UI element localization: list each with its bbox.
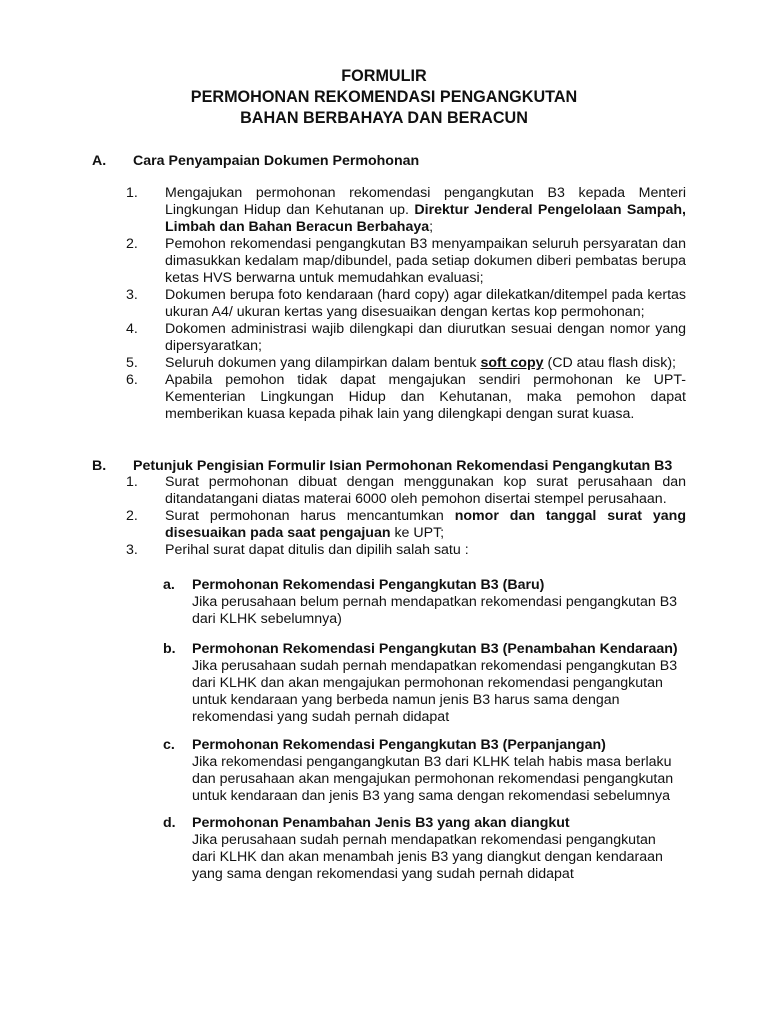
list-item <box>126 236 686 287</box>
section-b-heading <box>92 458 672 475</box>
item-text: Dokumen berupa foto kendaraan (hard copy) agar dilekatkan/ditempel pada kertas ukuran A4/ ukuran kertas yang disesuaikan dengan kertas kop permohonan; <box>165 287 686 320</box>
option-line: dari KLHK dan akan menambah jenis B3 yang diangkut dengan kendaraan <box>192 849 663 865</box>
option-line: Jika perusahaan belum pernah mendapatkan rekomendasi pengangkutan B3 <box>192 594 678 610</box>
option-letter: c. <box>163 737 175 753</box>
option-letter: b. <box>163 641 176 657</box>
option-heading: Permohonan Rekomendasi Pengangkutan B3 (Penambahan Kendaraan) <box>192 641 678 657</box>
option-line: dari KLHK sebelumnya) <box>192 611 342 627</box>
list-item <box>126 542 686 559</box>
section-a-heading <box>92 153 419 170</box>
section-b-list <box>126 474 686 559</box>
item-text-end: ke UPT; <box>390 525 445 541</box>
list-item <box>126 287 686 321</box>
item-text: Mengajukan permohonan rekomendasi pengangkutan B3 kepada Menteri Lingkungan Hidup dan Kehutanan up. <box>165 185 686 218</box>
section-b-letter: B. <box>92 458 107 474</box>
list-item <box>126 508 686 542</box>
item-number: 2. <box>126 508 138 524</box>
option-line: untuk kendaraan yang berbeda namun jenis B3 harus sama dengan <box>192 692 620 708</box>
option-line: Jika perusahaan sudah pernah mendapatkan rekomendasi pengangkutan <box>192 832 656 848</box>
option-c <box>163 737 723 805</box>
option-line: rekomendasi yang sudah pernah didapat <box>192 709 450 725</box>
item-text: Dokomen administrasi wajib dilengkapi dan diurutkan sesuai dengan nomor yang dipersyaratkan; <box>165 321 686 354</box>
item-number: 1. <box>126 185 138 201</box>
option-heading: Permohonan Rekomendasi Pengangkutan B3 (Perpanjangan) <box>192 737 606 753</box>
option-line: untuk kendaraan dan jenis B3 yang sama dengan rekomendasi sebelumnya <box>192 788 670 804</box>
title-line-2: PERMOHONAN REKOMENDASI PENGANGKUTAN <box>190 88 578 106</box>
option-heading: Permohonan Rekomendasi Pengangkutan B3 (Baru) <box>192 577 545 593</box>
item-number: 3. <box>126 287 138 303</box>
item-text-end: ; <box>429 219 434 235</box>
option-letter: d. <box>163 815 176 831</box>
list-item <box>126 321 686 355</box>
option-line: dan perusahaan akan mengajukan permohonan rekomendasi pengangkutan <box>192 771 674 787</box>
option-line: yang sama dengan rekomendasi yang sudah pernah didapat <box>192 866 574 882</box>
title-line-1: FORMULIR <box>341 67 427 85</box>
section-a-letter: A. <box>92 153 107 169</box>
option-a <box>163 577 723 628</box>
list-item <box>126 372 686 423</box>
item-bold-text: Direktur Jenderal Pengelolaan Sampah, Limbah dan Bahan Beracun Berbahaya <box>165 202 686 235</box>
item-bold-text: soft copy <box>480 355 544 371</box>
option-letter: a. <box>163 577 175 593</box>
document-title <box>0 66 768 129</box>
item-text-end: (CD atau flash disk); <box>543 355 676 371</box>
item-text: Seluruh dokumen yang dilampirkan dalam bentuk <box>165 355 481 371</box>
option-b <box>163 641 723 726</box>
item-bold-text: nomor dan tanggal surat yang disesuaikan pada saat pengajuan <box>165 508 686 541</box>
option-line: Jika perusahaan sudah pernah mendapatkan rekomendasi pengangkutan B3 <box>192 658 678 674</box>
option-line: dari KLHK dan akan mengajukan permohonan rekomendasi pengangkutan <box>192 675 663 691</box>
item-number: 4. <box>126 321 138 337</box>
list-item <box>126 355 686 372</box>
list-item <box>126 185 686 236</box>
section-a-title: Cara Penyampaian Dokumen Permohonan <box>133 153 420 169</box>
item-text: Perihal surat dapat ditulis dan dipilih salah satu : <box>165 542 469 558</box>
section-b-title: Petunjuk Pengisian Formulir Isian Permohonan Rekomendasi Pengangkutan B3 <box>133 458 673 474</box>
item-text: Surat permohonan dibuat dengan menggunakan kop surat perusahaan dan ditandatangani diatas materai 6000 oleh pemohon disertai stempel perusahaan. <box>165 474 686 507</box>
item-number: 1. <box>126 474 138 490</box>
list-item <box>126 474 686 508</box>
item-text: Apabila pemohon tidak dapat mengajukan sendiri permohonan ke UPT- Kementerian Lingkungan Hidup dan Kehutanan, maka pemohon dapat memberikan kuasa kepada pihak lain yang dilengkapi dengan surat kuasa. <box>165 372 686 422</box>
option-line: Jika rekomendasi pengangangkutan B3 dari KLHK telah habis masa berlaku <box>192 754 672 770</box>
section-a-list <box>126 185 686 423</box>
item-text: Surat permohonan harus mencantumkan <box>165 508 455 524</box>
title-line-3: BAHAN BERBAHAYA DAN BERACUN <box>240 109 528 127</box>
option-d <box>163 815 723 883</box>
item-text: Pemohon rekomendasi pengangkutan B3 menyampaikan seluruh persyaratan dan dimasukkan kedalam map/dibundel, pada setiap dokumen diberi pembatas berupa ketas HVS berwarna untuk memudahkan evaluasi; <box>165 236 686 286</box>
item-number: 5. <box>126 355 138 371</box>
item-number: 2. <box>126 236 138 252</box>
item-number: 6. <box>126 372 138 388</box>
option-heading: Permohonan Penambahan Jenis B3 yang akan diangkut <box>192 815 570 831</box>
item-number: 3. <box>126 542 138 558</box>
